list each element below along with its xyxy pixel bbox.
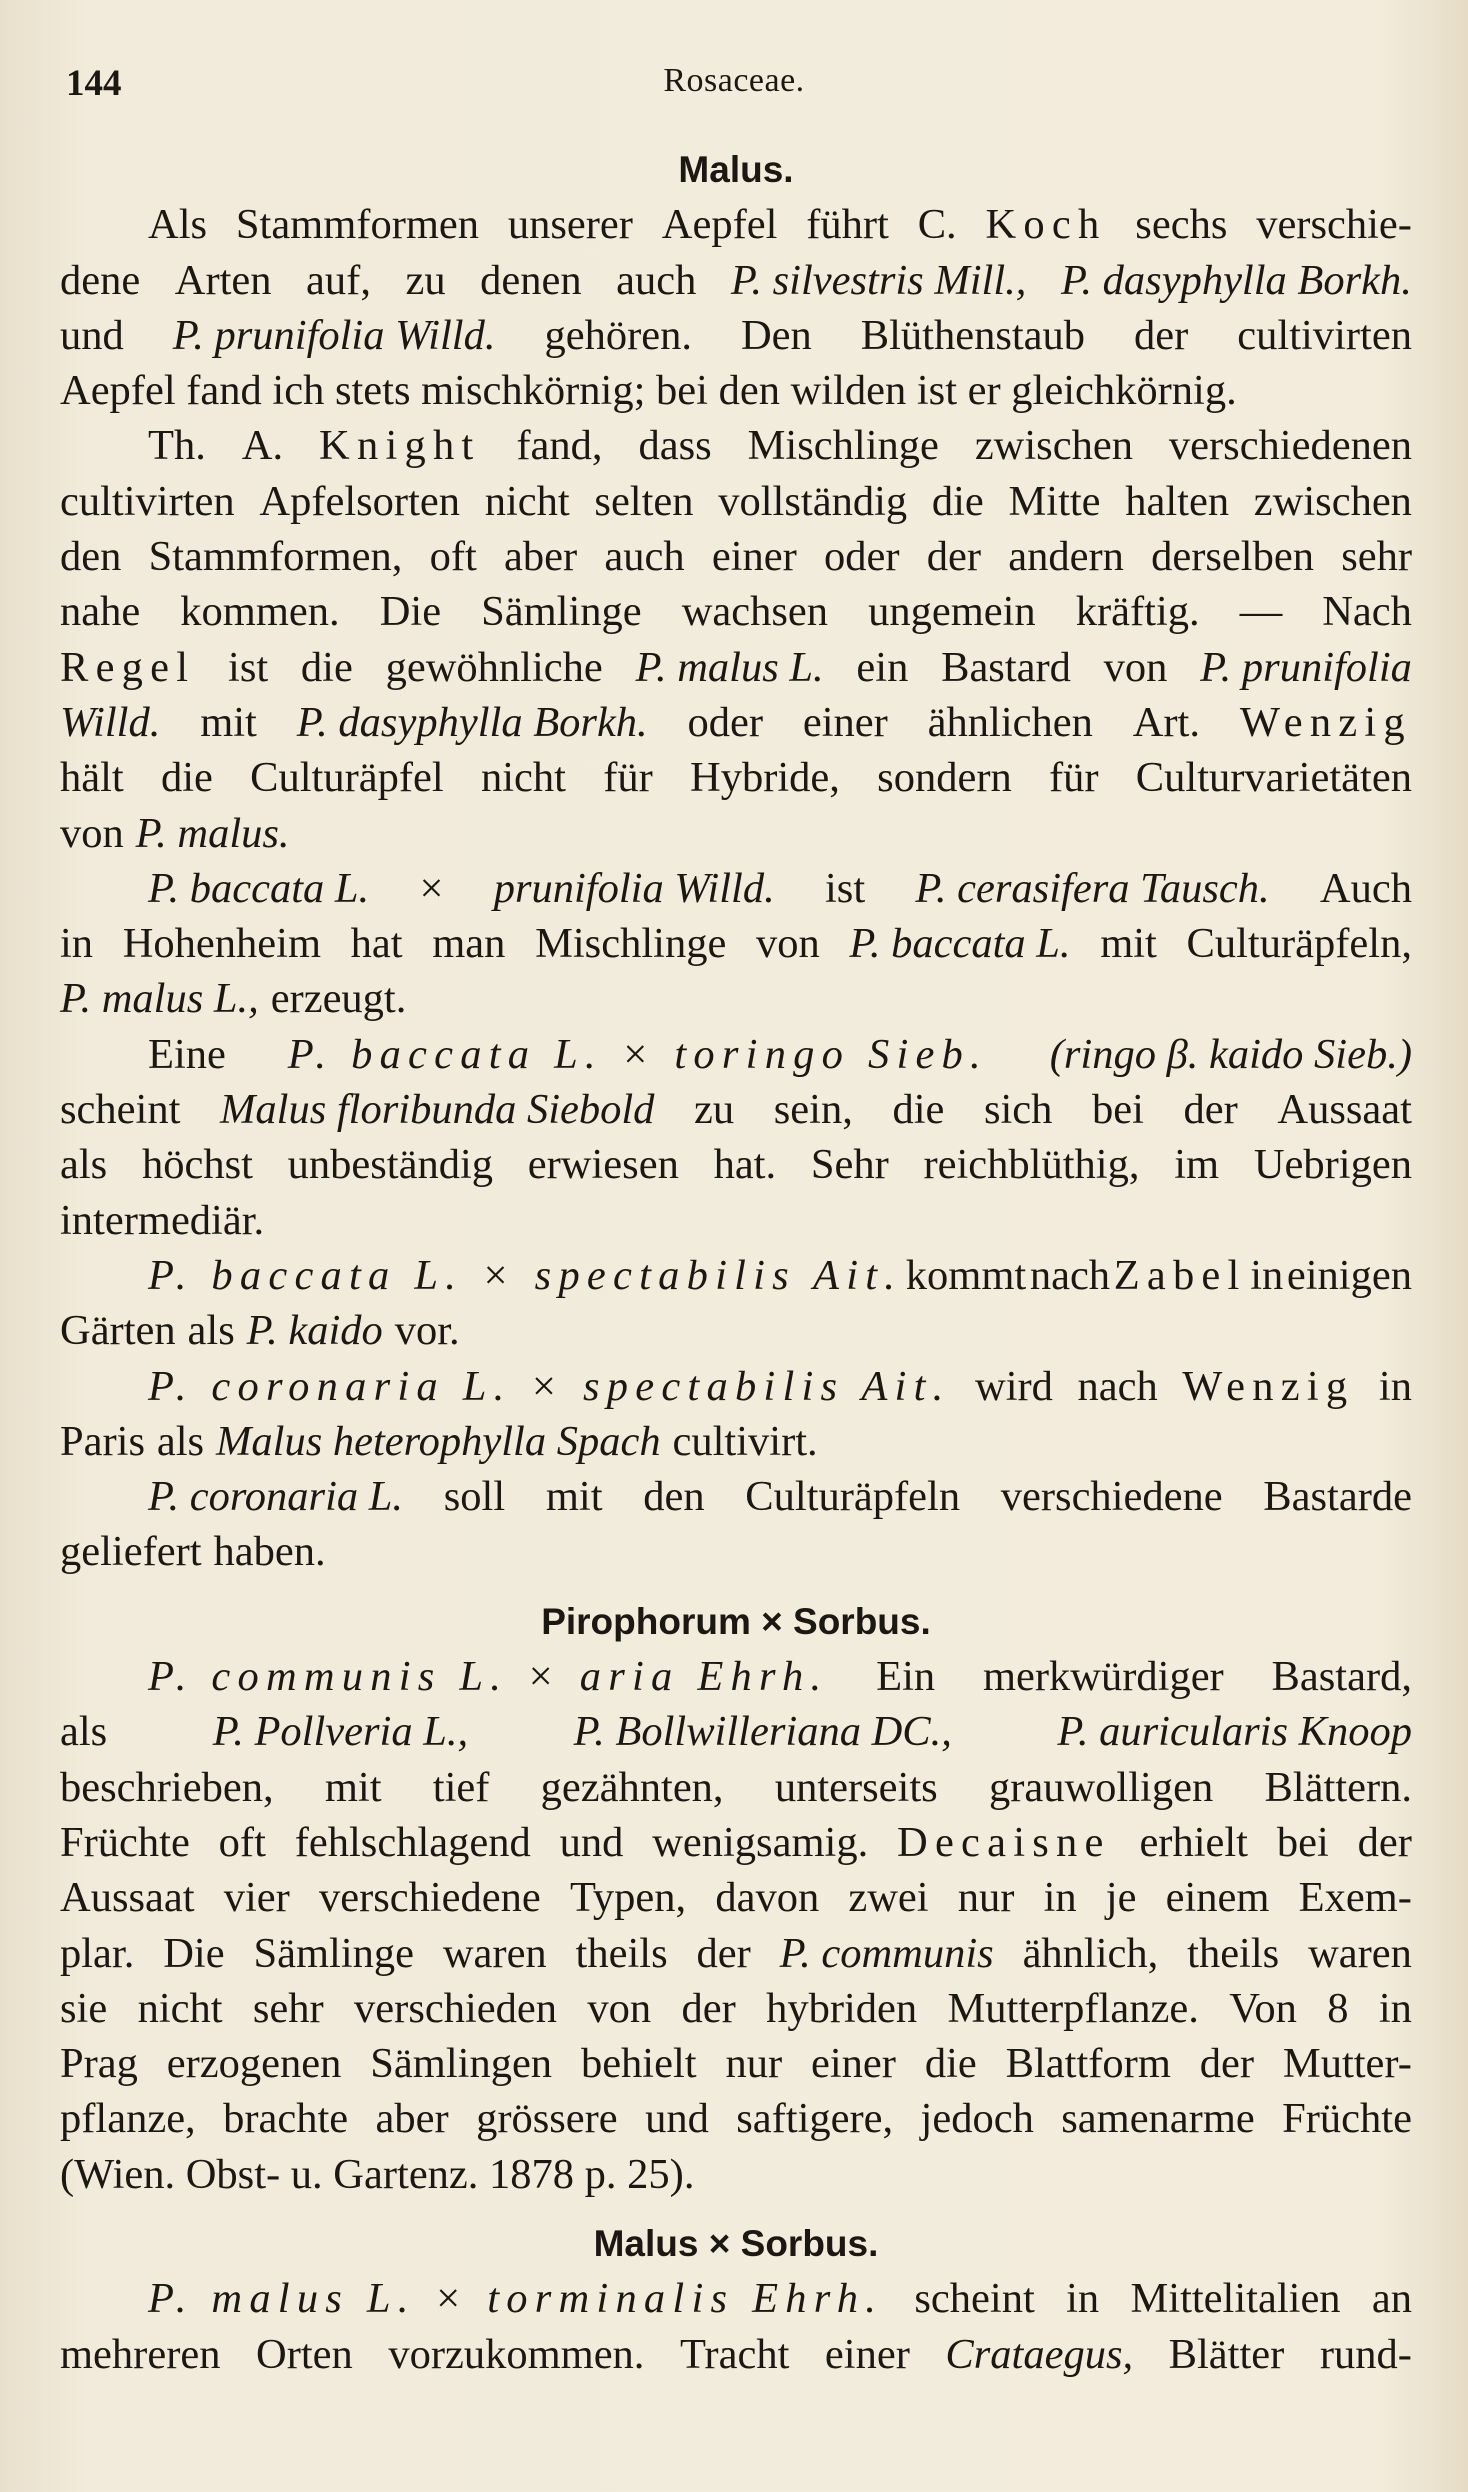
italic-term: P. communis (779, 1929, 994, 1977)
word: wird (975, 1362, 1053, 1410)
page-number: 144 (66, 63, 122, 104)
text-line (60, 197, 1412, 252)
word: merkwürdiger (982, 1653, 1224, 1701)
word: aber (375, 2095, 449, 2143)
running-head (0, 62, 1468, 122)
word: (Wien. Obst- u. Gartenz. 1878 p. 25). (60, 2150, 695, 2198)
word: führt (806, 201, 889, 249)
word: Gärten (60, 1307, 176, 1355)
text-line (60, 2147, 1412, 2202)
italic-term: Willd. (60, 698, 161, 746)
word: mit (545, 1473, 603, 1521)
word: halten (1125, 477, 1230, 525)
word: oder (824, 533, 900, 581)
text-line (60, 1414, 1412, 1469)
text-line (60, 529, 1412, 584)
text-line (60, 695, 1412, 750)
word: derselben (1151, 533, 1314, 581)
word: grauwolligen (988, 1763, 1214, 1811)
word: Von (1229, 1984, 1297, 2032)
italic-term: P. baccata L. (849, 920, 1071, 968)
word: Prag (60, 2040, 138, 2088)
word: von (1103, 643, 1168, 691)
word: wachsen (681, 588, 829, 636)
word: in (1378, 1984, 1412, 2032)
word: soll (443, 1473, 506, 1521)
word: Uebrigen (1253, 1141, 1412, 1189)
word: im (1174, 1141, 1220, 1189)
word: tief (432, 1763, 490, 1811)
word: der (681, 1984, 736, 2032)
text-line (60, 971, 1412, 1026)
italic-term: Malus floribunda Siebold (219, 1086, 655, 1134)
word: ähnlichen (927, 698, 1093, 746)
heading-spacer (60, 2202, 1412, 2216)
word: als (60, 1708, 108, 1756)
word: gewöhnliche (385, 643, 603, 691)
word: Culturäpfel (250, 754, 444, 802)
section-heading (60, 142, 1412, 197)
word: sehr (252, 1984, 324, 2032)
word: einigen (1286, 1251, 1412, 1299)
word: erzogenen (166, 2040, 342, 2088)
word: Sehr (810, 1141, 889, 1189)
word: scheint (60, 1086, 181, 1134)
word: nicht (137, 1984, 223, 2032)
word: der (696, 1929, 751, 1977)
word: cultivirten (1237, 311, 1412, 359)
italic-term: P. malus. (135, 809, 290, 857)
word: Die (163, 1929, 225, 1977)
word: beschrieben, (60, 1763, 274, 1811)
italic-term: P. baccata L. (148, 864, 370, 912)
word: in (60, 920, 94, 968)
word: aber (504, 533, 578, 581)
word: kommen. (180, 588, 340, 636)
word: zu (694, 1086, 735, 1134)
word: cultivirt. (672, 1417, 818, 1465)
word: — (1239, 588, 1283, 636)
word: behielt (580, 2040, 697, 2088)
text-line (60, 1926, 1412, 1981)
text-line (60, 1870, 1412, 1925)
word: pflanze, (60, 2095, 196, 2143)
word: nur (725, 2040, 783, 2088)
word: sehr (1341, 533, 1412, 581)
word: Decaisne (897, 1818, 1111, 1866)
italic-term: P. baccata L. × spectabilis Ait. (148, 1251, 903, 1299)
italic-term: Malus heterophylla Spach (216, 1417, 661, 1465)
word: Culturäpfeln (745, 1473, 961, 1521)
italic-term: P. malus L. (635, 643, 824, 691)
italic-term: P. dasyphylla Borkh. (296, 698, 648, 746)
word: selten (594, 477, 694, 525)
word: Mischlinge (747, 422, 939, 470)
word: reichblüthig, (923, 1141, 1140, 1189)
word: verschiedene (318, 1874, 541, 1922)
text-line (60, 750, 1412, 805)
word: der (1199, 2040, 1255, 2088)
italic-term: P. cerasifera Tausch. (915, 864, 1270, 912)
word: unserer (507, 201, 633, 249)
word: Paris (60, 1417, 145, 1465)
text-line (60, 806, 1412, 861)
word: für (603, 754, 653, 802)
italic-term: (ringo β. kaido Sieb.) (1049, 1030, 1412, 1078)
word: für (1048, 754, 1099, 802)
word: ein (856, 643, 909, 691)
word: oft (218, 1818, 266, 1866)
italic-term: P. coronaria L. (148, 1473, 404, 1521)
italic-term: P. Bollwilleriana DC., (573, 1708, 952, 1756)
text-line (60, 363, 1412, 418)
word: Sämlingen (370, 2040, 553, 2088)
text-line (60, 1082, 1412, 1137)
word: sich (983, 1086, 1053, 1134)
word: auf, (306, 256, 371, 304)
italic-term: P. prunifolia (1200, 643, 1412, 691)
word: ähnlich, (1022, 1929, 1159, 1977)
word: grössere (476, 2095, 618, 2143)
word: mehreren (60, 2330, 221, 2378)
word: theils (1187, 1929, 1280, 1977)
word: man (432, 920, 506, 968)
word: ungemein (868, 588, 1036, 636)
italic-term: P. prunifolia Willd. (172, 311, 496, 359)
word: mit (200, 698, 257, 746)
word: erwiesen (527, 1141, 679, 1189)
body-text (60, 142, 1412, 2382)
word: jedoch (920, 2095, 1034, 2143)
text-line (60, 2327, 1412, 2382)
text-line (60, 418, 1412, 473)
word: Wenzig (1239, 698, 1412, 746)
word: der (926, 533, 982, 581)
word: waren (1308, 1929, 1412, 1977)
italic-term: P. kaido (246, 1307, 383, 1355)
word: einem (1165, 1874, 1270, 1922)
word: Den (740, 311, 812, 359)
word: plar. (60, 1929, 135, 1977)
word: Culturvarietäten (1135, 754, 1412, 802)
word: Mutter- (1282, 2040, 1412, 2088)
word: Mischlinge (535, 920, 727, 968)
word: Mitte (1008, 477, 1101, 525)
word: Sämlinge (481, 588, 642, 636)
word: Aepfel (661, 201, 778, 249)
word: haben. (213, 1528, 326, 1576)
text-line (60, 861, 1412, 916)
word: dene (60, 256, 141, 304)
word: hat. (713, 1141, 777, 1189)
word: zu (405, 256, 446, 304)
text-line (60, 1469, 1412, 1524)
word: ist (824, 864, 866, 912)
running-title: Rosaceae. (663, 62, 805, 99)
word: nahe (60, 588, 141, 636)
italic-term: P. baccata L. × toringo Sieb. (287, 1030, 988, 1078)
word: Aepfel fand ich stets mischkörnig; bei den wilden ist er gleichkörnig. (60, 367, 1237, 415)
word: Blattform (1005, 2040, 1171, 2088)
word: sie (60, 1984, 108, 2032)
word: als (60, 1141, 108, 1189)
word: in (1043, 1874, 1077, 1922)
text-line (60, 1359, 1412, 1414)
word: bei (1276, 1818, 1329, 1866)
word: erhielt (1139, 1818, 1248, 1866)
word: Blüthenstaub (860, 311, 1086, 359)
word: auch (616, 256, 697, 304)
word: Nach (1322, 588, 1412, 636)
text-line (60, 1027, 1412, 1082)
word: hält (60, 754, 124, 802)
word: Art. (1132, 698, 1200, 746)
word: Früchte (60, 1818, 190, 1866)
word: vorzukommen. (388, 2330, 645, 2378)
word: denen (480, 256, 582, 304)
word: kräftig. (1075, 588, 1200, 636)
word: gezähnten, (540, 1763, 724, 1811)
italic-term: prunifolia Willd. (493, 864, 775, 912)
text-line (60, 916, 1412, 971)
word: je (1105, 1874, 1137, 1922)
word: 8 (1327, 1984, 1349, 2032)
word: als (156, 1417, 205, 1465)
word: andern (1008, 533, 1124, 581)
word: den (643, 1473, 705, 1521)
word: Mutterpflanze. (947, 1984, 1199, 2032)
word: davon (715, 1874, 820, 1922)
word: erzeugt. (270, 975, 407, 1023)
word: dass (638, 422, 712, 470)
word: geliefert (60, 1528, 202, 1576)
italic-term: P. Pollveria L., (212, 1708, 469, 1756)
word: kommt (905, 1251, 1027, 1299)
word: in (1378, 1362, 1412, 1410)
word: und (60, 311, 124, 359)
word: Bastarde (1263, 1473, 1412, 1521)
word: und (645, 2095, 709, 2143)
word: einer (824, 2330, 910, 2378)
text-line (60, 474, 1412, 529)
word: verschiedene (1000, 1473, 1223, 1521)
word: C. (917, 201, 957, 249)
word: und (559, 1818, 624, 1866)
word: hat (350, 920, 403, 968)
italic-term: P. dasyphylla Borkh. (1060, 256, 1412, 304)
word: Bastard (941, 643, 1071, 691)
word: der (1183, 1086, 1238, 1134)
text-line (60, 308, 1412, 363)
word: hybriden (766, 1984, 918, 2032)
word: Zabel (1113, 1251, 1247, 1299)
word: Die (379, 588, 442, 636)
word: einer (802, 698, 888, 746)
text-line (60, 1760, 1412, 1815)
word: vier (223, 1874, 290, 1922)
italic-term: P. auricularis Knoop (1057, 1708, 1412, 1756)
word: die (892, 1086, 945, 1134)
word: Arten (174, 256, 272, 304)
word: Regel (60, 643, 196, 691)
word: unterseits (774, 1763, 938, 1811)
word: in (1250, 1251, 1284, 1299)
word: Sämlinge (253, 1929, 414, 1977)
word: nach (1029, 1251, 1111, 1299)
word: einer (811, 2040, 896, 2088)
word: von (587, 1984, 652, 2032)
text-line (60, 1704, 1412, 1759)
word: Auch (1319, 864, 1412, 912)
text-line (60, 1649, 1412, 1704)
word: saftigere, (736, 2095, 894, 2143)
word: von (755, 920, 820, 968)
word: rund- (1319, 2330, 1412, 2378)
word: sechs (1135, 201, 1228, 249)
word: Th. (148, 422, 206, 470)
word: waren (442, 1929, 547, 1977)
word: auch (604, 533, 685, 581)
text-line (60, 1524, 1412, 1579)
word: Wenzig (1182, 1362, 1355, 1410)
word: Stammformen (235, 201, 480, 249)
italic-term: Crataegus, (945, 2330, 1134, 2378)
word: nicht (484, 477, 570, 525)
word: fand, (516, 422, 603, 470)
word: verschieden (354, 1984, 558, 2032)
word: Orten (256, 2330, 353, 2378)
word: zwischen (974, 422, 1133, 470)
italic-term: P. malus L., (60, 975, 259, 1023)
word: in (1066, 2275, 1100, 2323)
text-line (60, 1303, 1412, 1358)
word: zwei (848, 1874, 929, 1922)
text-line (60, 1248, 1412, 1303)
word: Typen, (569, 1874, 687, 1922)
text-line (60, 584, 1412, 639)
word: die (160, 754, 213, 802)
italic-term: P. malus L. × torminalis Ehrh. (148, 2275, 884, 2323)
word: verschiedenen (1168, 422, 1412, 470)
word: scheint (914, 2275, 1035, 2323)
text-line (60, 1193, 1412, 1248)
word: Exem- (1298, 1874, 1412, 1922)
text-line (60, 1981, 1412, 2036)
word: Eine (148, 1030, 226, 1078)
word: zwischen (1253, 477, 1412, 525)
word: die (931, 477, 984, 525)
word: nur (957, 1874, 1015, 1922)
word: Knight (319, 422, 481, 470)
word: den (60, 533, 122, 581)
word: an (1371, 2275, 1412, 2323)
word: der (1357, 1818, 1412, 1866)
word: Koch (985, 201, 1107, 249)
word: verschie- (1256, 201, 1412, 249)
word: vor. (394, 1307, 460, 1355)
word: Mittelitalien (1130, 2275, 1341, 2323)
word: Blättern. (1264, 1763, 1412, 1811)
word: Apfelsorten (259, 477, 461, 525)
word: Früchte (1282, 2095, 1412, 2143)
word: intermediär. (60, 1196, 265, 1244)
word: einer (711, 533, 797, 581)
word: die (300, 643, 353, 691)
word: Hybride, (690, 754, 840, 802)
word: Tracht (679, 2330, 790, 2378)
word: vollständig (718, 477, 908, 525)
word: brachte (223, 2095, 349, 2143)
word: Malus × Sorbus. (593, 2222, 879, 2264)
italic-term: P. silvestris Mill., (730, 256, 1027, 304)
word: samenarme (1061, 2095, 1255, 2143)
word: Culturäpfeln, (1186, 920, 1412, 968)
word: als (187, 1307, 235, 1355)
word: unbeständig (287, 1141, 494, 1189)
heading-spacer (60, 1580, 1412, 1594)
word: sein, (773, 1086, 853, 1134)
text-line (60, 1815, 1412, 1870)
italic-term: P. communis L. × aria Ehrh. (148, 1653, 829, 1701)
text-line (60, 2091, 1412, 2146)
word: Bastard, (1271, 1653, 1412, 1701)
word: A. (241, 422, 284, 470)
italic-term: P. coronaria L. × spectabilis Ait. (148, 1362, 951, 1410)
word: oft (429, 533, 477, 581)
word: die (924, 2040, 977, 2088)
text-line (60, 2271, 1412, 2326)
word: höchst (141, 1141, 253, 1189)
text-line (60, 2036, 1412, 2091)
word: Hohenheim (122, 920, 322, 968)
word: cultivirten (60, 477, 235, 525)
word: gehören. (544, 311, 692, 359)
word: Blätter (1168, 2330, 1285, 2378)
section-heading (60, 2216, 1412, 2271)
word: nicht (480, 754, 566, 802)
word: mit (324, 1763, 382, 1811)
text-line (60, 1137, 1412, 1192)
word: fehlschlagend (294, 1818, 531, 1866)
word: nach (1077, 1362, 1158, 1410)
section-heading (60, 1594, 1412, 1649)
text-line (60, 253, 1412, 308)
word: mit (1100, 920, 1157, 968)
word: ist (228, 643, 269, 691)
word: oder (687, 698, 764, 746)
text-line (60, 640, 1412, 695)
word: wenigsamig. (652, 1818, 869, 1866)
word: Malus. (678, 149, 794, 190)
word: Als (148, 201, 208, 249)
word: Aussaat (1277, 1086, 1412, 1134)
word: Aussaat (60, 1874, 195, 1922)
word: Stammformen, (148, 533, 403, 581)
word: × (419, 864, 444, 912)
word: der (1134, 311, 1189, 359)
word: Pirophorum × Sorbus. (541, 1600, 931, 1642)
word: von (60, 809, 124, 857)
word: Ein (876, 1653, 936, 1701)
word: sondern (877, 754, 1012, 802)
word: theils (575, 1929, 668, 1977)
word: bei (1092, 1086, 1144, 1134)
